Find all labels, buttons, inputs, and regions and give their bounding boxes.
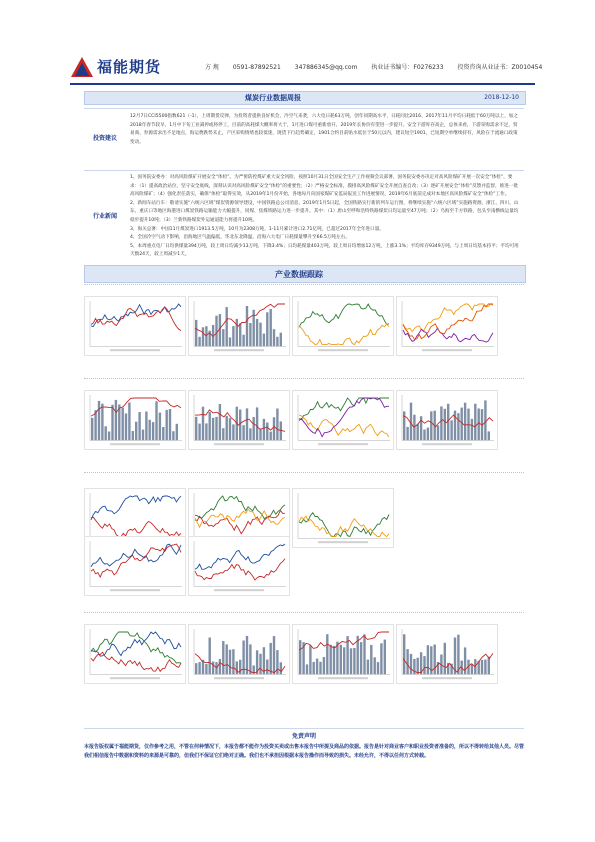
chart-power-plant-lines <box>84 624 186 684</box>
chart-bar <box>280 333 282 347</box>
chart-bar <box>236 319 238 346</box>
chart-bar <box>198 424 200 441</box>
chart-legend <box>422 677 472 679</box>
chart-bar <box>306 664 308 674</box>
chart-bar <box>249 644 251 674</box>
chart-line <box>195 544 285 569</box>
chart-canvas <box>293 625 393 683</box>
chart-bar <box>145 412 147 441</box>
chart-bar <box>350 648 352 674</box>
chart-line <box>91 544 181 577</box>
chart-stock-days-bars <box>396 624 498 684</box>
chart-bar <box>166 410 168 440</box>
chart-bar <box>270 432 272 441</box>
chart-bar <box>256 407 258 440</box>
chart-bar <box>263 334 265 347</box>
chart-bar <box>159 413 161 441</box>
chart-bar <box>471 664 473 675</box>
chart-legend <box>110 349 160 351</box>
news-item: 3、海关总署：中国11月煤炭进口1913.5万吨，10月为2308万吨，1-11月累计进口2.71亿吨，已超过2017年全年进口量。 <box>130 226 384 232</box>
chart-bar <box>484 400 486 440</box>
report-title-bar <box>84 91 526 105</box>
chart-bar <box>450 420 452 440</box>
chart-bar <box>367 660 369 675</box>
chart-canvas <box>189 297 289 355</box>
data-section-bar <box>84 265 526 283</box>
chart-bar <box>202 327 204 346</box>
chart-bar <box>249 428 251 440</box>
contact-info <box>205 62 554 71</box>
footer-divider <box>84 728 524 729</box>
chart-bar <box>142 430 144 441</box>
chart-canvas <box>85 625 185 683</box>
chart-bar <box>263 419 265 440</box>
chart-line <box>299 324 389 345</box>
chart-legend <box>318 349 368 351</box>
chart-bar <box>152 422 154 440</box>
chart-bar <box>273 417 275 440</box>
news-item: 5、本周重点电厂日均供煤量394万吨，较上周日均减少13万吨，下降3.4%；日均耗煤量403万吨，较上周日均增加12万吨，上涨3.1%；平均库存9349万吨，与上周日均基本持平；平均可用天数24天，较上周减少1天。 <box>130 243 519 258</box>
investment-section <box>84 108 524 169</box>
chart-bar <box>259 654 261 675</box>
chart-bar <box>149 420 151 441</box>
chart-bar <box>226 416 228 441</box>
chart-bar <box>488 657 490 675</box>
chart-bar <box>108 432 110 441</box>
chart-line <box>91 304 181 327</box>
chart-line <box>403 304 493 340</box>
chart-bar <box>229 337 231 346</box>
chart-bar <box>236 661 238 674</box>
chart-bar <box>464 403 466 441</box>
chart-bar <box>319 662 321 675</box>
chart-bar <box>360 642 362 674</box>
chart-import-bars <box>188 390 290 450</box>
chart-bar <box>313 662 315 674</box>
news-item: 2、新闻车站行车：敬请实施“六统六区域”煤炭资源领导建设，中国铁路总公司消息，2019年1月5日起，全国铁路实行新的列车运行图，将继续实施“六统六区域”实施路资源，浙江、四川、山东、重庆口等地区海港进口煤炭铁路运输能力大幅提升，同煤、焦煤铁路运力进一步提升。其中：（1）唐山至呼和浩特铁路煤炭日均运量至47万吨；（2）乌海至千方铁路，包头至南横线运量均稳步提升10吨；（3）兰新铁路煤炭外运通道能力将提升10吨。 <box>130 200 519 223</box>
investment-text: 12月7日CCI5500指数621（-1），上周期货反弹，为投资者提供良好机会，冷空气来袭，六大电日耗63万吨，创年同期高水平，日耗同比2016、2017年11月平均日耗低于60万吨以上，加之2018年春节较早，1月中下旬工业减停或将停工，目前的高耗煤大概率将大于，1月进口煤可重新放开，2019年长协价有望进一步提升。安全下游库存高企，总体来看，下游采购需求不足，贸易商、券源需求出不足地点，海运费跌势未止，产区采购情绪也较低迷，现货下行趋势确定，1901合约目前贴水低位于50元以内，建议短空1901，已短期空单继续持有，风险在于流通口政策变动。 <box>130 114 518 145</box>
chart-line <box>403 328 493 342</box>
chart-canvas <box>397 625 497 683</box>
chart-port-price-lines <box>292 296 394 356</box>
investment-label: 投资建议 <box>92 135 117 142</box>
chart-bar <box>273 329 275 346</box>
chart-canvas <box>85 537 185 595</box>
chart-line <box>299 304 389 327</box>
chart-canvas <box>397 297 497 355</box>
chart-price-spread-bars <box>188 296 290 356</box>
chart-bar <box>384 640 386 675</box>
email[interactable]: 347886345@qq.com <box>294 64 358 71</box>
chart-legend <box>110 443 160 445</box>
chart-bar <box>219 659 221 674</box>
chart-line <box>299 516 389 537</box>
chart-freight-index <box>84 536 186 596</box>
report-date: 2018-12-10 <box>484 94 519 101</box>
chart-bar <box>430 411 432 440</box>
chart-bar <box>299 640 301 674</box>
chart-bar <box>440 406 442 440</box>
chart-bar <box>380 643 382 674</box>
chart-bar <box>205 664 207 674</box>
chart-bar <box>105 426 107 440</box>
chart-bar <box>417 658 419 675</box>
header-divider <box>70 83 535 85</box>
chart-bar <box>195 417 197 441</box>
chart-bar <box>454 411 456 441</box>
chart-daily-use-bars <box>292 624 394 684</box>
chart-bar <box>239 660 241 675</box>
chart-line <box>91 632 181 663</box>
chart-bar <box>363 634 365 674</box>
chart-bar <box>484 660 486 675</box>
chart-line <box>195 559 285 580</box>
chart-bar <box>209 638 211 675</box>
chart-axes <box>194 541 286 586</box>
chart-bar <box>280 662 282 674</box>
chart-bar <box>246 306 248 346</box>
chart-bar <box>222 641 224 674</box>
chart-bar <box>229 650 231 675</box>
chart-bar <box>406 649 408 674</box>
chart-bar <box>253 417 255 440</box>
chart-bar <box>111 405 113 441</box>
chart-bar <box>423 656 425 674</box>
slogan: 方 规 <box>205 64 219 71</box>
chart-bar <box>330 645 332 675</box>
chart-bar <box>481 660 483 674</box>
chart-bar <box>232 424 234 440</box>
chart-bar <box>205 423 207 440</box>
chart-coal-ratio-lines <box>396 296 498 356</box>
chart-bar <box>98 401 100 440</box>
chart-bar <box>138 412 140 440</box>
chart-bar <box>226 644 228 674</box>
chart-bar <box>270 309 272 346</box>
chart-canvas <box>85 297 185 355</box>
chart-output-bars <box>396 390 498 450</box>
disclaimer-text: 本报告版权属于福能期货，仅作参考之用，不管在何种情况下，本报告都不能作为投资买卖或出售本报告中所提及商品的依据。报告是针对商业客户和职业投资者准备的，所以不得转给其他人员。尽管我们相信报告中数据和资料的来源是可靠的，但我们不保证它们绝对正确。我们也不承担因根据本报告操作而导致的损失。未经允许，不得以任何方式转载。 <box>84 744 525 759</box>
chart-bar <box>246 408 248 440</box>
chart-bar <box>309 645 311 674</box>
chart-bar <box>266 312 268 346</box>
chart-bar <box>444 409 446 441</box>
chart-bar <box>266 660 268 675</box>
chart-canvas <box>397 391 497 449</box>
chart-consumption-bars <box>188 624 290 684</box>
chart-bar <box>215 316 217 347</box>
chart-bar <box>333 646 335 674</box>
chart-bar <box>256 319 258 346</box>
chart-bar <box>219 404 221 440</box>
chart-bar <box>242 425 244 440</box>
news-item: 4、全国冷空气动下影响，沿海地区气温偏低，华北东北降温，沿海六大电厂日耗煤量攀升至66.5万吨左右。 <box>130 235 350 241</box>
chart-bar <box>246 636 248 674</box>
chart-canvas <box>189 625 289 683</box>
chart-bar <box>239 324 241 347</box>
chart-bar <box>406 427 408 440</box>
news-item: 1、国务院安委办：对高风险煤矿开展安全“体检”。为严密防控煤矿重大安全风险，按照10月31日全国安全生产工作视频会议部署，国务院安委办决定对高风险煤矿开展一次安全“体检”，要求：（1）提高政治站位，坚守安全底线，深刻认识对高风险煤矿安全“体检”的重要性；（2）严格安全标准，摸排高风险煤矿安全开展自查自改；（3）逐矿开展安全“体检”反馈并监督，推进一批高风险煤矿；（4）强化责任落实，确保“体检”取得实效，从2019年1月份开始，各地每月向国家煤矿安监局报送工作进展情况，2019年6月底前完成对本地区高风险煤矿安全“体检”工作。 <box>130 175 519 198</box>
brand-name: 福能期货 <box>97 58 162 76</box>
chart-railway-lines <box>292 390 394 450</box>
chart-bar <box>212 418 214 441</box>
chart-bar <box>122 408 124 441</box>
chart-bar <box>249 323 251 346</box>
brand-logo-icon <box>70 56 94 78</box>
chart-bar <box>202 407 204 441</box>
chart-bar <box>232 649 234 674</box>
chart-bar <box>222 329 224 346</box>
chart-line <box>299 398 389 420</box>
disclaimer-heading: 免责声明 <box>291 733 316 740</box>
chart-legend <box>318 443 368 445</box>
chart-bar <box>353 648 355 674</box>
chart-bar <box>434 645 436 675</box>
chart-bar <box>444 643 446 675</box>
chart-bar <box>162 427 164 440</box>
chart-coastal-freight <box>188 536 290 596</box>
advisor-number: 投资咨询从业证书：Z0010454 <box>457 64 543 71</box>
chart-bar <box>101 404 103 441</box>
chart-bar <box>276 409 278 441</box>
chart-bar <box>155 401 157 440</box>
chart-bar <box>471 419 473 440</box>
chart-legend <box>214 677 264 679</box>
chart-line <box>91 496 181 520</box>
chart-bar <box>273 636 275 674</box>
industry-label: 行业新闻 <box>92 213 117 220</box>
chart-bar <box>403 634 405 674</box>
chart-legend <box>318 541 368 543</box>
chart-bar <box>222 428 224 440</box>
report-header <box>70 52 543 82</box>
chart-canvas <box>189 391 289 449</box>
chart-legend <box>214 349 264 351</box>
chart-canvas <box>293 391 393 449</box>
chart-bar <box>374 657 376 674</box>
chart-bar <box>457 413 459 440</box>
chart-bar <box>176 424 178 441</box>
chart-bar <box>209 412 211 440</box>
chart-line <box>299 415 389 437</box>
chart-bar <box>437 425 439 440</box>
license-number: 执业证书编号：F0276233 <box>371 64 444 71</box>
chart-cci-index-line <box>84 296 186 356</box>
chart-bar <box>215 417 217 440</box>
chart-canvas <box>293 297 393 355</box>
chart-legend <box>110 677 160 679</box>
chart-line <box>299 632 389 650</box>
chart-bar <box>343 647 345 674</box>
chart-bar <box>427 645 429 674</box>
chart-bar <box>94 410 96 440</box>
chart-legend <box>110 589 160 591</box>
chart-production-bars <box>84 390 186 450</box>
chart-bar <box>377 662 379 674</box>
chart-bar <box>259 323 261 347</box>
disclaimer <box>84 731 524 760</box>
chart-bar <box>410 654 412 674</box>
chart-line <box>91 517 181 536</box>
chart-bar <box>226 307 228 346</box>
chart-bar <box>91 418 93 441</box>
chart-axes <box>90 629 182 674</box>
chart-bar <box>323 657 325 674</box>
chart-bar <box>423 430 425 441</box>
chart-legend <box>422 443 472 445</box>
chart-inventory-line <box>292 488 394 548</box>
chart-bar <box>205 326 207 346</box>
chart-canvas <box>85 391 185 449</box>
chart-bar <box>242 335 244 347</box>
chart-bar <box>276 337 278 347</box>
industry-news-list <box>130 174 520 260</box>
report-title: 煤炭行业数据周报 <box>245 94 301 102</box>
chart-bar <box>326 634 328 674</box>
chart-bar <box>198 337 200 347</box>
chart-line <box>299 513 389 537</box>
chart-bar <box>427 428 429 441</box>
chart-bar <box>115 400 117 440</box>
chart-bar <box>128 403 130 441</box>
chart-bar <box>135 422 137 441</box>
chart-canvas <box>189 537 289 595</box>
chart-bar <box>340 645 342 675</box>
chart-bar <box>474 404 476 441</box>
chart-bar <box>259 430 261 441</box>
chart-bar <box>195 320 197 346</box>
chart-bar <box>198 662 200 674</box>
data-section-title: 产业数据跟踪 <box>275 270 323 279</box>
chart-bar <box>232 326 234 346</box>
chart-bar <box>169 409 171 440</box>
chart-bar <box>316 659 318 675</box>
chart-bar <box>266 423 268 441</box>
chart-legend <box>318 677 368 679</box>
chart-bar <box>125 413 127 440</box>
chart-line <box>403 304 493 332</box>
chart-bar <box>370 645 372 674</box>
chart-bar <box>132 431 134 440</box>
chart-legend <box>422 349 472 351</box>
chart-bar <box>195 663 197 674</box>
chart-bar <box>263 647 265 674</box>
chart-legend <box>214 589 264 591</box>
chart-bar <box>270 643 272 674</box>
chart-axes <box>90 493 182 538</box>
chart-bar <box>229 418 231 440</box>
chart-bar <box>239 410 241 441</box>
chart-bar <box>478 409 480 441</box>
industry-news-section <box>84 170 524 263</box>
chart-bar <box>417 424 419 441</box>
chart-line <box>91 632 181 656</box>
chart-bar <box>488 431 490 440</box>
chart-legend <box>214 443 264 445</box>
chart-bar <box>212 662 214 675</box>
chart-bar <box>172 431 174 440</box>
phone: 0591-87892521 <box>232 64 281 71</box>
chart-canvas <box>293 489 393 547</box>
